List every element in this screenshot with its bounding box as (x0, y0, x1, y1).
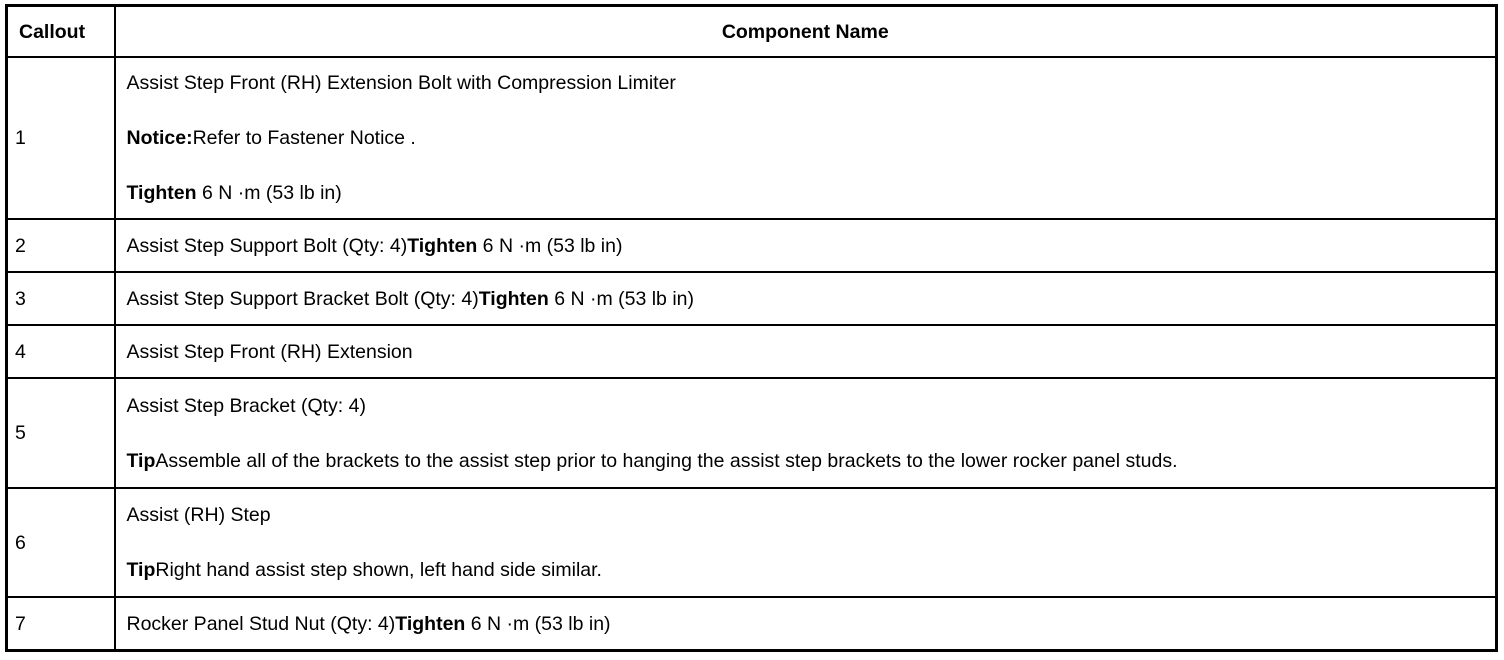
table-row (7, 272, 1497, 325)
notice-text: Refer to Fastener Notice . (192, 127, 416, 149)
torque-value: 6 N ·m (53 lb in) (477, 234, 623, 257)
torque-value: 6 N ·m (53 lb in) (196, 182, 342, 204)
component-name: Assist (RH) Step (126, 504, 271, 526)
callout-cell: 3 (7, 272, 115, 325)
tip-line (127, 450, 1496, 472)
table-header-row (7, 6, 1497, 58)
tighten-label: Tighten (478, 287, 549, 310)
header-callout: Callout (7, 6, 115, 58)
callout-cell: 2 (7, 219, 115, 272)
header-component-name: Component Name (115, 6, 1497, 58)
component-name: Assist Step Bracket (Qty: 4) (126, 394, 366, 417)
component-cell (115, 488, 1497, 597)
component-cell (115, 272, 1497, 325)
component-name: Rocker Panel Stud Nut (Qty: 4) (126, 612, 396, 635)
table-row (7, 597, 1497, 651)
component-cell (115, 325, 1497, 378)
component-cell (115, 597, 1497, 651)
tip-line (127, 559, 1496, 581)
callout-cell: 6 (7, 488, 115, 597)
table-row (7, 57, 1497, 219)
component-name: Assist Step Front (RH) Extension Bolt with Compression Limiter (126, 72, 676, 94)
tip-text: Right hand assist step shown, left hand side similar. (155, 559, 602, 581)
table-row (7, 488, 1497, 597)
table-row (7, 378, 1497, 488)
callout-cell: 4 (7, 325, 115, 378)
torque-line (127, 182, 1496, 204)
tighten-label: Tighten (395, 612, 466, 635)
component-name: Assist Step Front (RH) Extension (126, 340, 413, 363)
torque-value: 6 N ·m (53 lb in) (465, 612, 611, 635)
callout-cell: 5 (7, 378, 115, 488)
notice-label: Notice: (126, 127, 193, 149)
callout-cell: 1 (7, 57, 115, 219)
tip-label: Tip (126, 449, 156, 472)
tighten-label: Tighten (407, 234, 478, 257)
table-row (7, 219, 1497, 272)
component-cell (115, 378, 1497, 488)
component-name: Assist Step Support Bracket Bolt (Qty: 4) (126, 287, 479, 310)
component-table (5, 4, 1498, 652)
table-row (7, 325, 1497, 378)
torque-value: 6 N ·m (53 lb in) (548, 287, 694, 310)
notice-line (127, 127, 1496, 149)
tip-text: Assemble all of the brackets to the assist step prior to hanging the assist step brackets to the lower rocker panel studs. (155, 449, 1178, 472)
tighten-label: Tighten (126, 182, 197, 204)
component-cell (115, 57, 1497, 219)
tip-label: Tip (126, 559, 156, 581)
callout-cell: 7 (7, 597, 115, 651)
component-name: Assist Step Support Bolt (Qty: 4) (126, 234, 408, 257)
component-cell (115, 219, 1497, 272)
